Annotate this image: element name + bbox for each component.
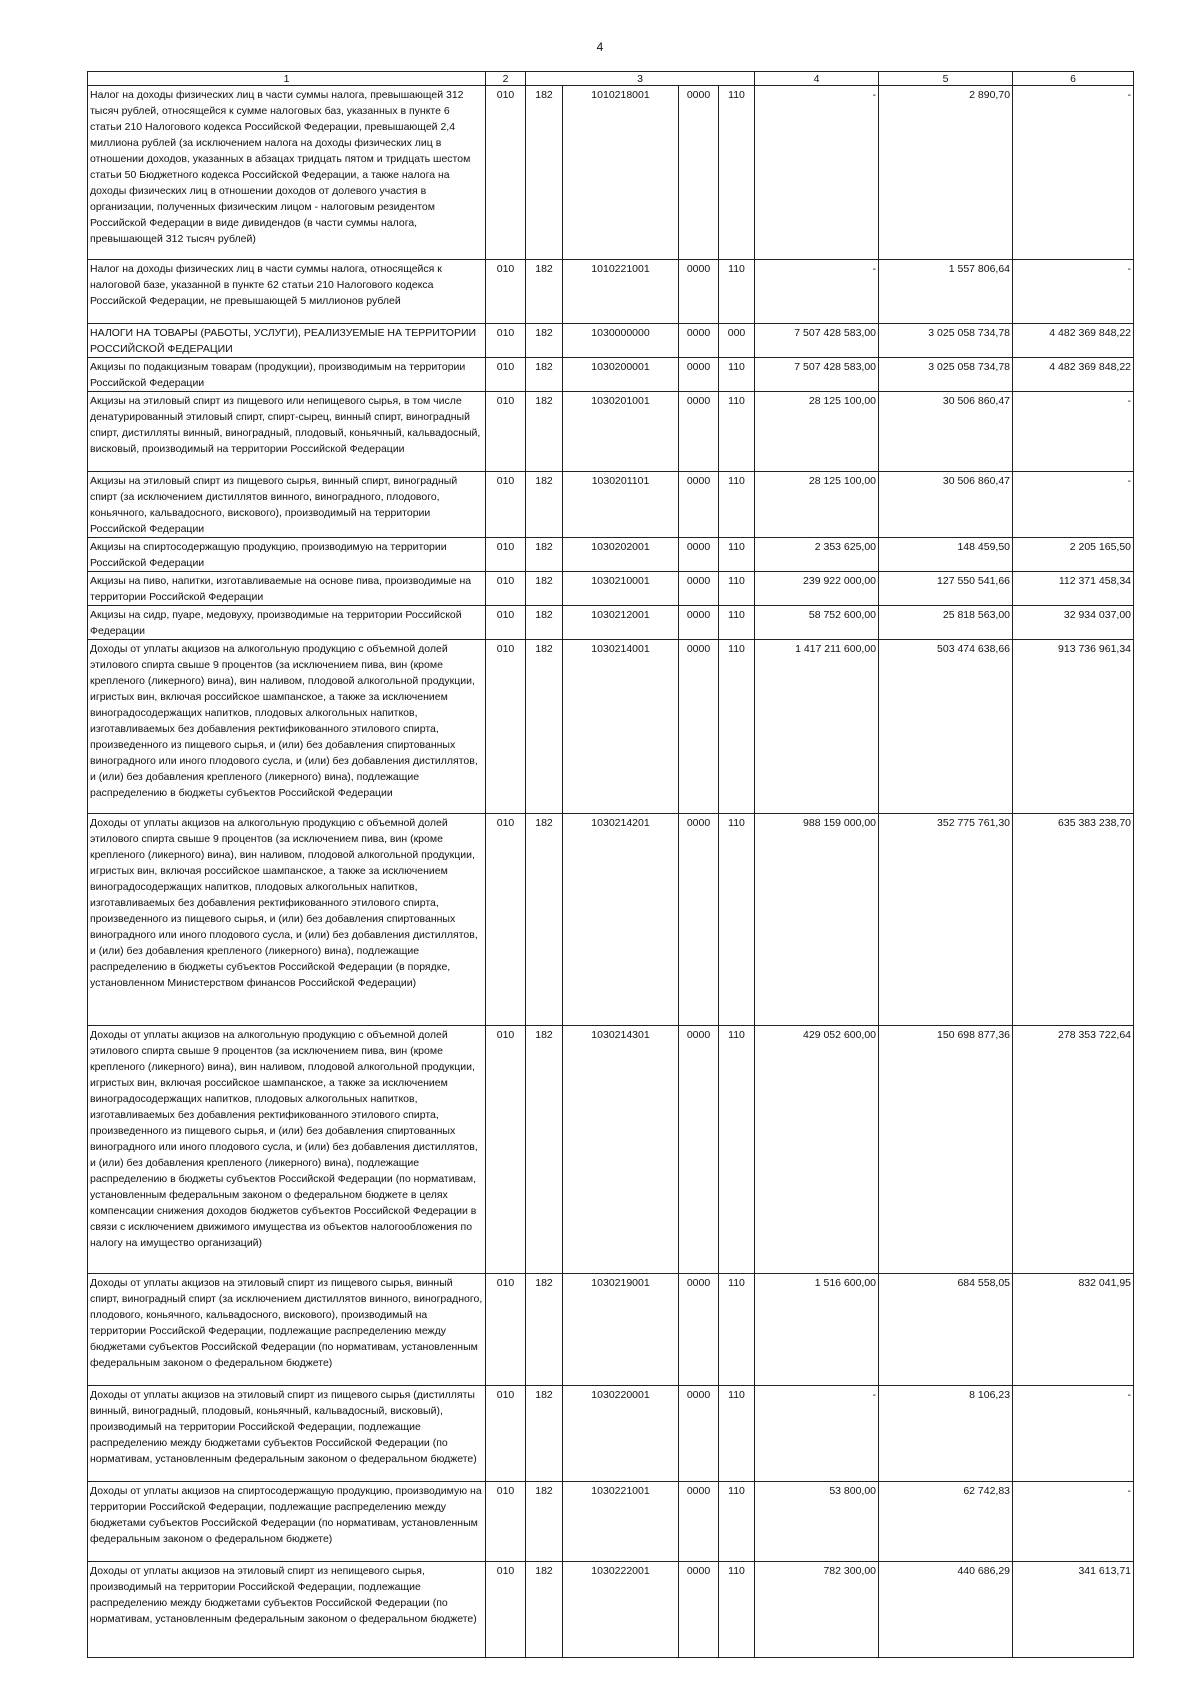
program-code: 0000 (679, 1562, 719, 1658)
table-row (88, 814, 1134, 1026)
table-row (88, 324, 1134, 358)
income-kind-code: 110 (719, 572, 755, 606)
executed-amount: 1 557 806,64 (879, 260, 1013, 324)
table-row (88, 1482, 1134, 1562)
header-col-5: 5 (879, 72, 1013, 86)
row-description: Акцизы на этиловый спирт из пищевого сырья, винный спирт, виноградный спирт (за исключением дистиллятов винного, виноградного, плодового, коньячного, кальвадосного, вискового), производимый на территории Российской Федерации (88, 472, 486, 538)
admin-code: 182 (526, 1026, 563, 1274)
line-code: 010 (486, 472, 526, 538)
income-kind-code: 110 (719, 1482, 755, 1562)
unexecuted-amount: 913 736 961,34 (1013, 640, 1134, 814)
approved-amount: 1 516 600,00 (755, 1274, 879, 1386)
unexecuted-amount: 4 482 369 848,22 (1013, 324, 1134, 358)
income-code: 1030220001 (563, 1386, 679, 1482)
approved-amount: 782 300,00 (755, 1562, 879, 1658)
row-description: Доходы от уплаты акцизов на алкогольную продукцию с объемной долей этилового спирта свыше 9 процентов (за исключением пива, вин (кроме крепленого (ликерного) вина), вин наливом, плодовой алкогольной продукции, игристых вин, включая российское шампанское, а также за исключением виноградосодержащих напитков, плодовых алкогольных напитков, изготавливаемых без добавления ректификованного этилового спирта, произведенного из пищевого сырья, и (или) без добавления спиртованных виноградного или иного плодового сусла, и (или) без добавления дистиллятов, и (или) без добавления крепленого (ликерного) вина), подлежащие распределению в бюджеты субъектов Российской Федерации (88, 640, 486, 814)
program-code: 0000 (679, 814, 719, 1026)
income-kind-code: 110 (719, 1274, 755, 1386)
header-col-2: 2 (486, 72, 526, 86)
table-row (88, 538, 1134, 572)
table-row (88, 392, 1134, 472)
admin-code: 182 (526, 472, 563, 538)
executed-amount: 684 558,05 (879, 1274, 1013, 1386)
income-kind-code: 110 (719, 538, 755, 572)
admin-code: 182 (526, 324, 563, 358)
approved-amount: 239 922 000,00 (755, 572, 879, 606)
line-code: 010 (486, 1026, 526, 1274)
program-code: 0000 (679, 260, 719, 324)
table-row (88, 572, 1134, 606)
row-description: Доходы от уплаты акцизов на этиловый спирт из непищевого сырья, производимый на территории Российской Федерации, подлежащие распределению между бюджетами субъектов Российской Федерации (по нормативам, установленным федеральным законом о федеральном бюджете) (88, 1562, 486, 1658)
page-number: 4 (596, 40, 604, 54)
program-code: 0000 (679, 640, 719, 814)
table-row (88, 606, 1134, 640)
admin-code: 182 (526, 358, 563, 392)
unexecuted-amount: 832 041,95 (1013, 1274, 1134, 1386)
income-code: 1030201101 (563, 472, 679, 538)
row-description: НАЛОГИ НА ТОВАРЫ (РАБОТЫ, УСЛУГИ), РЕАЛИЗУЕМЫЕ НА ТЕРРИТОРИИ РОССИЙСКОЙ ФЕДЕРАЦИИ (88, 324, 486, 358)
executed-amount: 30 506 860,47 (879, 392, 1013, 472)
income-code: 1030212001 (563, 606, 679, 640)
row-description: Доходы от уплаты акцизов на этиловый спирт из пищевого сырья (дистилляты винный, виноградный, плодовый, коньячный, кальвадосный, висковый), производимый на территории Российской Федерации, подлежащие распределению между бюджетами субъектов Российской Федерации (по нормативам, установленным федеральным законом о федеральном бюджете) (88, 1386, 486, 1482)
approved-amount: 28 125 100,00 (755, 472, 879, 538)
executed-amount: 150 698 877,36 (879, 1026, 1013, 1274)
header-col-1: 1 (88, 72, 486, 86)
unexecuted-amount: 2 205 165,50 (1013, 538, 1134, 572)
line-code: 010 (486, 358, 526, 392)
program-code: 0000 (679, 572, 719, 606)
table-row (88, 1274, 1134, 1386)
program-code: 0000 (679, 358, 719, 392)
program-code: 0000 (679, 538, 719, 572)
unexecuted-amount: 341 613,71 (1013, 1562, 1134, 1658)
table-row (88, 1026, 1134, 1274)
unexecuted-amount: 112 371 458,34 (1013, 572, 1134, 606)
income-kind-code: 110 (719, 86, 755, 260)
income-kind-code: 110 (719, 814, 755, 1026)
admin-code: 182 (526, 1482, 563, 1562)
approved-amount: - (755, 1386, 879, 1482)
program-code: 0000 (679, 1482, 719, 1562)
program-code: 0000 (679, 472, 719, 538)
unexecuted-amount: - (1013, 472, 1134, 538)
approved-amount: 53 800,00 (755, 1482, 879, 1562)
executed-amount: 25 818 563,00 (879, 606, 1013, 640)
table-row (88, 640, 1134, 814)
executed-amount: 62 742,83 (879, 1482, 1013, 1562)
row-description: Акцизы на сидр, пуаре, медовуху, производимые на территории Российской Федерации (88, 606, 486, 640)
program-code: 0000 (679, 1274, 719, 1386)
program-code: 0000 (679, 1026, 719, 1274)
income-kind-code: 000 (719, 324, 755, 358)
executed-amount: 440 686,29 (879, 1562, 1013, 1658)
income-code: 1030000000 (563, 324, 679, 358)
line-code: 010 (486, 392, 526, 472)
row-description: Доходы от уплаты акцизов на спиртосодержащую продукцию, производимую на территории Российской Федерации, подлежащие распределению между бюджетами субъектов Российской Федерации (по нормативам, установленным федеральным законом о федеральном бюджете) (88, 1482, 486, 1562)
admin-code: 182 (526, 606, 563, 640)
row-description: Доходы от уплаты акцизов на этиловый спирт из пищевого сырья, винный спирт, виноградный спирт (за исключением дистиллятов винного, виноградного, плодового, коньячного, кальвадосного, вискового), производимый на территории Российской Федерации, подлежащие распределению между бюджетами субъектов Российской Федерации (по нормативам, установленным федеральным законом о федеральном бюджете) (88, 1274, 486, 1386)
table-row (88, 358, 1134, 392)
program-code: 0000 (679, 86, 719, 260)
approved-amount: 7 507 428 583,00 (755, 324, 879, 358)
income-code: 1030201001 (563, 392, 679, 472)
approved-amount: - (755, 260, 879, 324)
admin-code: 182 (526, 260, 563, 324)
line-code: 010 (486, 606, 526, 640)
header-row (88, 72, 1134, 86)
unexecuted-amount: - (1013, 392, 1134, 472)
unexecuted-amount: 32 934 037,00 (1013, 606, 1134, 640)
row-description: Доходы от уплаты акцизов на алкогольную продукцию с объемной долей этилового спирта свыше 9 процентов (за исключением пива, вин (кроме крепленого (ликерного) вина), вин наливом, плодовой алкогольной продукции, игристых вин, включая российское шампанское, а также за исключением виноградосодержащих напитков, плодовых алкогольных напитков, изготавливаемых без добавления ректификованного этилового спирта, произведенного из пищевого сырья, и (или) без добавления спиртованных виноградного или иного плодового сусла, и (или) без добавления дистиллятов, и (или) без добавления крепленого (ликерного) вина), подлежащие распределению в бюджеты субъектов Российской Федерации (в порядке, установленном Министерством финансов Российской Федерации) (88, 814, 486, 1026)
header-col-3: 3 (526, 72, 755, 86)
line-code: 010 (486, 1482, 526, 1562)
income-code: 1010221001 (563, 260, 679, 324)
row-description: Налог на доходы физических лиц в части суммы налога, относящейся к налоговой базе, указанной в пункте 62 статьи 210 Налогового кодекса Российской Федерации, не превышающей 5 миллионов рублей (88, 260, 486, 324)
admin-code: 182 (526, 1562, 563, 1658)
table-row (88, 86, 1134, 260)
income-kind-code: 110 (719, 472, 755, 538)
row-description: Доходы от уплаты акцизов на алкогольную продукцию с объемной долей этилового спирта свыше 9 процентов (за исключением пива, вин (кроме крепленого (ликерного) вина), вин наливом, плодовой алкогольной продукции, игристых вин, включая российское шампанское, а также за исключением виноградосодержащих напитков, плодовых алкогольных напитков, изготавливаемых без добавления ректификованного этилового спирта, произведенного из пищевого сырья, и (или) без добавления спиртованных виноградного или иного плодового сусла, и (или) без добавления дистиллятов, и (или) без добавления крепленого (ликерного) вина), подлежащие распределению в бюджеты субъектов Российской Федерации (по нормативам, установленным федеральным законом о федеральном бюджете в целях компенсации снижения доходов бюджетов субъектов Российской Федерации в связи с исключением движимого имущества из объектов налогообложения по налогу на имущество организаций) (88, 1026, 486, 1274)
table-row (88, 1386, 1134, 1482)
line-code: 010 (486, 1562, 526, 1658)
admin-code: 182 (526, 572, 563, 606)
admin-code: 182 (526, 1274, 563, 1386)
row-description: Акцизы на этиловый спирт из пищевого или непищевого сырья, в том числе денатурированный этиловый спирт, спирт-сырец, винный спирт, виноградный спирт, дистилляты винный, виноградный, плодовый, коньячный, кальвадосный, висковый, производимый на территории Российской Федерации (88, 392, 486, 472)
line-code: 010 (486, 538, 526, 572)
approved-amount: 429 052 600,00 (755, 1026, 879, 1274)
unexecuted-amount: 635 383 238,70 (1013, 814, 1134, 1026)
table-body (88, 86, 1134, 1658)
line-code: 010 (486, 86, 526, 260)
admin-code: 182 (526, 392, 563, 472)
executed-amount: 127 550 541,66 (879, 572, 1013, 606)
unexecuted-amount: - (1013, 86, 1134, 260)
executed-amount: 352 775 761,30 (879, 814, 1013, 1026)
approved-amount: 2 353 625,00 (755, 538, 879, 572)
income-kind-code: 110 (719, 392, 755, 472)
income-kind-code: 110 (719, 1562, 755, 1658)
income-code: 1030214301 (563, 1026, 679, 1274)
unexecuted-amount: - (1013, 260, 1134, 324)
income-kind-code: 110 (719, 1026, 755, 1274)
row-description: Налог на доходы физических лиц в части суммы налога, превышающей 312 тысяч рублей, относящейся к сумме налоговых баз, указанных в пункте 6 статьи 210 Налогового кодекса Российской Федерации, превышающей 2,4 миллиона рублей (за исключением налога на доходы физических лиц в отношении доходов, указанных в абзацах тридцать пятом и тридцать шестом статьи 50 Бюджетного кодекса Российской Федерации, а также налога на доходы физических лиц в отношении доходов от долевого участия в организации, полученных физическим лицом - налоговым резидентом Российской Федерации в виде дивидендов (в части суммы налога, превышающей 312 тысяч рублей) (88, 86, 486, 260)
income-kind-code: 110 (719, 640, 755, 814)
header-col-6: 6 (1013, 72, 1134, 86)
executed-amount: 2 890,70 (879, 86, 1013, 260)
line-code: 010 (486, 572, 526, 606)
program-code: 0000 (679, 392, 719, 472)
unexecuted-amount: 4 482 369 848,22 (1013, 358, 1134, 392)
income-kind-code: 110 (719, 358, 755, 392)
approved-amount: - (755, 86, 879, 260)
line-code: 010 (486, 260, 526, 324)
approved-amount: 58 752 600,00 (755, 606, 879, 640)
executed-amount: 30 506 860,47 (879, 472, 1013, 538)
unexecuted-amount: 278 353 722,64 (1013, 1026, 1134, 1274)
table-row (88, 1562, 1134, 1658)
row-description: Акцизы на спиртосодержащую продукцию, производимую на территории Российской Федерации (88, 538, 486, 572)
income-code: 1030210001 (563, 572, 679, 606)
income-code: 1030219001 (563, 1274, 679, 1386)
table-row (88, 472, 1134, 538)
income-code: 1010218001 (563, 86, 679, 260)
unexecuted-amount: - (1013, 1386, 1134, 1482)
income-kind-code: 110 (719, 606, 755, 640)
executed-amount: 3 025 058 734,78 (879, 358, 1013, 392)
income-code: 1030214001 (563, 640, 679, 814)
income-code: 1030222001 (563, 1562, 679, 1658)
admin-code: 182 (526, 538, 563, 572)
income-code: 1030221001 (563, 1482, 679, 1562)
line-code: 010 (486, 640, 526, 814)
approved-amount: 1 417 211 600,00 (755, 640, 879, 814)
program-code: 0000 (679, 324, 719, 358)
header-col-4: 4 (755, 72, 879, 86)
income-kind-code: 110 (719, 260, 755, 324)
approved-amount: 7 507 428 583,00 (755, 358, 879, 392)
admin-code: 182 (526, 814, 563, 1026)
row-description: Акцизы по подакцизным товарам (продукции), производимым на территории Российской Федерации (88, 358, 486, 392)
unexecuted-amount: - (1013, 1482, 1134, 1562)
income-code: 1030202001 (563, 538, 679, 572)
program-code: 0000 (679, 1386, 719, 1482)
line-code: 010 (486, 814, 526, 1026)
budget-table (87, 71, 1134, 1658)
table-row (88, 260, 1134, 324)
row-description: Акцизы на пиво, напитки, изготавливаемые на основе пива, производимые на территории Российской Федерации (88, 572, 486, 606)
admin-code: 182 (526, 640, 563, 814)
line-code: 010 (486, 1386, 526, 1482)
executed-amount: 503 474 638,66 (879, 640, 1013, 814)
executed-amount: 148 459,50 (879, 538, 1013, 572)
executed-amount: 8 106,23 (879, 1386, 1013, 1482)
income-code: 1030200001 (563, 358, 679, 392)
admin-code: 182 (526, 86, 563, 260)
line-code: 010 (486, 1274, 526, 1386)
line-code: 010 (486, 324, 526, 358)
executed-amount: 3 025 058 734,78 (879, 324, 1013, 358)
approved-amount: 988 159 000,00 (755, 814, 879, 1026)
program-code: 0000 (679, 606, 719, 640)
admin-code: 182 (526, 1386, 563, 1482)
income-kind-code: 110 (719, 1386, 755, 1482)
income-code: 1030214201 (563, 814, 679, 1026)
approved-amount: 28 125 100,00 (755, 392, 879, 472)
